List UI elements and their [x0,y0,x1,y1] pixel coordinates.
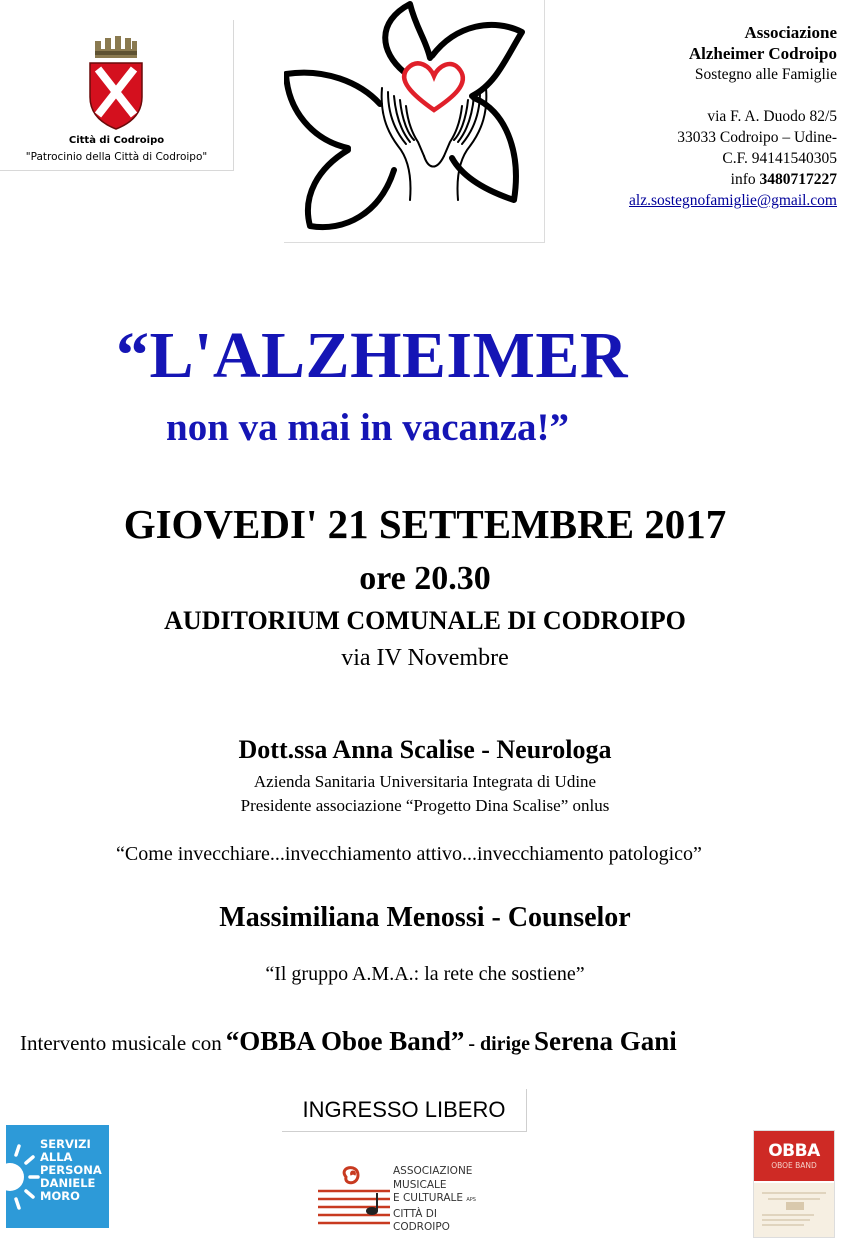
associazione-musicale-logo [318,1163,490,1233]
musicale-line: CITTÀ DI CODROIPO [393,1207,450,1233]
musicale-line: MUSICALE [393,1178,447,1191]
phone-number: 3480717227 [759,171,837,188]
email-link[interactable]: alz.sostegnofamiglie@gmail.com [629,192,837,209]
music-staff-icon [318,1163,390,1229]
musicale-aps: APS [466,1197,476,1203]
musicale-text [393,1165,490,1235]
patronage-text: "Patrocinio della Città di Codroipo" [25,151,208,163]
address-line1: via F. A. Duodo 82/5 [707,108,837,125]
event-date: GIOVEDI' 21 SETTEMBRE 2017 [123,501,727,547]
obba-document-icon [754,1183,834,1237]
event-street: via IV Novembre [341,645,509,671]
title-line1: “L'ALZHEIMER [116,319,629,392]
speaker2-talk-title: “Il gruppo A.M.A.: la rete che sostiene” [265,963,585,985]
servizi-line: SERVIZI [40,1137,91,1151]
servizi-line: ALLA [40,1150,73,1164]
dirige-label: - dirige [468,1033,530,1055]
speaker1-talk-title: “Come invecchiare...invecchiamento attivo...invecchiamento patologico” [116,843,702,865]
servizi-line: MORO [40,1189,80,1203]
musicale-line-text: E CULTURALE [393,1192,464,1204]
speaker1-name: Dott.ssa Anna Scalise - Neurologa [238,735,612,764]
info-label: info [730,171,756,188]
speaker2-name: Massimiliana Menossi - Counselor [219,902,631,933]
servizi-persona-logo [6,1125,109,1228]
association-name-line1: Associazione [744,23,837,42]
title-line2: non va mai in vacanza!” [166,406,570,449]
servizi-line: PERSONA [40,1163,102,1177]
musicale-line [393,1192,490,1208]
association-name-line2: Alzheimer Codroipo [688,44,837,63]
servizi-line: DANIELE [40,1176,96,1190]
info-phone-line [629,169,837,190]
obba-subtitle: OBOE BAND [771,1161,817,1170]
speaker1-affiliation: Azienda Sanitaria Universitaria Integrata di Udine [253,772,597,791]
tax-code: C.F. 94141540305 [722,150,837,167]
music-performance-line [20,1026,677,1057]
servizi-persona-text [40,1138,102,1203]
event-venue: AUDITORIUM COMUNALE DI CODROIPO [164,606,686,635]
music-intro: Intervento musicale con [20,1031,222,1055]
event-time: ore 20.30 [359,560,491,597]
city-crest-icon [86,35,146,131]
address-line2: 33033 Codroipo – Udine- [677,129,837,146]
band-name: “OBBA Oboe Band” [225,1026,465,1056]
flower-hands-heart-icon [284,0,544,242]
association-logo [284,0,545,243]
city-name: Città di Codroipo [68,135,165,146]
director-name: Serena Gani [534,1026,677,1056]
musicale-line: ASSOCIAZIONE [393,1165,473,1177]
speaker1-role: Presidente associazione “Progetto Dina Scalise” onlus [240,796,610,815]
association-tagline: Sostegno alle Famiglie [694,66,837,83]
city-patronage-logo [0,20,234,171]
obba-word: OBBA [768,1141,820,1161]
obba-banner [754,1131,834,1181]
association-contact-block [629,22,837,211]
admission-badge: INGRESSO LIBERO [282,1089,527,1132]
obba-band-logo [753,1130,835,1238]
